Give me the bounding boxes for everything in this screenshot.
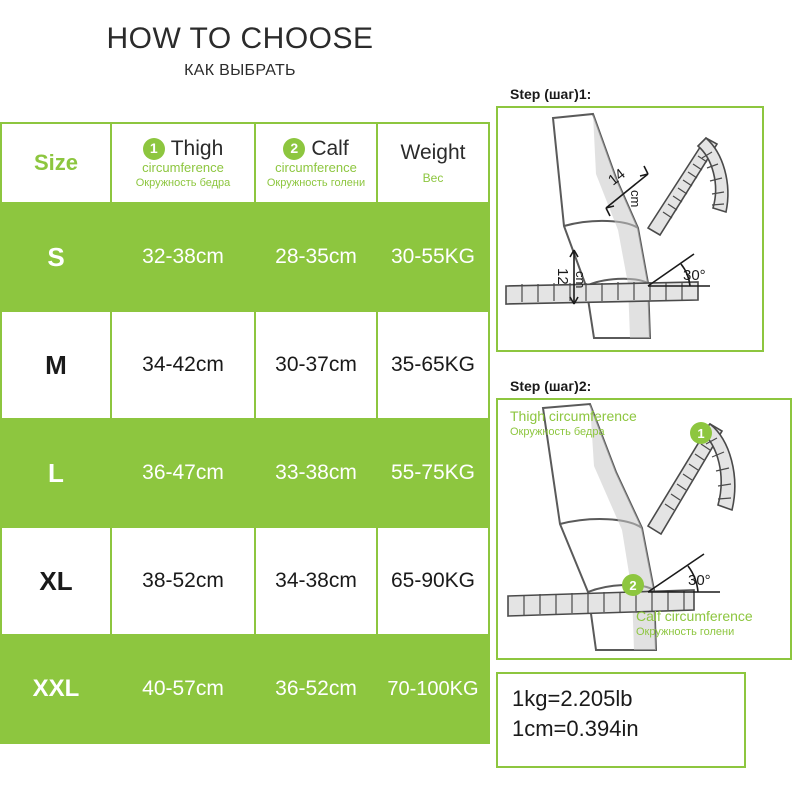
header-thigh [111,123,255,203]
thigh-badge-icon: 1 [143,138,165,160]
page-title [0,22,480,80]
step2-thigh-label-ru: Окружность бедра [510,426,605,438]
header-size-label: Size [33,149,79,175]
cell-calf: 30-37cm [275,353,357,376]
leg-measurement-diagram-1 [498,108,762,350]
cell-weight: 55-75KG [390,461,476,484]
step1-label: Step (шаг)1: [510,86,592,102]
header-calf-ru: Окружность голени [266,176,366,189]
step1-illustration-panel [496,106,764,352]
cell-thigh: 38-52cm [142,569,224,592]
step2-angle-label: 30° [688,572,711,589]
calf-badge-icon: 2 [283,138,305,160]
table-header-row [1,123,489,203]
cell-weight: 30-55KG [390,245,476,268]
row-weight [377,311,489,419]
step2-label: Step (шаг)2: [510,378,592,394]
step2-calf-label-en: Calf circumference [636,608,753,624]
header-weight [377,123,489,203]
row-calf [255,311,377,419]
row-size [1,527,111,635]
table-row [1,419,489,527]
step2-thigh-label-en: Thigh circumference [510,408,637,424]
header-thigh-ru: Окружность бедра [135,176,231,189]
table-row [1,203,489,311]
header-calf [255,123,377,203]
step2-calf-badge-icon: 2 [622,574,644,596]
cell-thigh: 34-42cm [142,353,224,376]
row-weight [377,203,489,311]
cell-calf: 36-52cm [275,677,357,700]
row-size [1,635,111,743]
cell-weight: 35-65KG [390,353,476,376]
cell-thigh: 36-47cm [142,461,224,484]
row-size [1,311,111,419]
cell-size: L [48,457,64,488]
table-row [1,527,489,635]
cell-size: XL [39,565,73,596]
row-weight [377,419,489,527]
title-sub: КАК ВЫБРАТЬ [184,62,296,79]
cell-calf: 28-35cm [275,245,357,268]
step1-angle-label: 30° [683,267,706,284]
cell-weight: 70-100KG [387,677,479,700]
header-thigh-en2: circumference [142,160,224,176]
row-size [1,203,111,311]
step1-calf-measure: 12 [554,268,571,285]
row-calf [255,527,377,635]
step1-thigh-measure: 14 [604,165,629,190]
row-size [1,419,111,527]
cell-calf: 33-38cm [275,461,357,484]
table-row [1,311,489,419]
conversion-line-weight: 1kg=2.205lb [512,686,633,711]
header-weight-ru: Вес [422,171,444,186]
header-weight-en: Weight [400,140,466,164]
size-chart-table [0,122,490,744]
row-thigh [111,203,255,311]
header-calf-en: Calf [311,136,349,160]
step1-thigh-unit: cm [628,190,643,208]
cell-thigh: 40-57cm [142,677,224,700]
header-size [1,123,111,203]
step1-calf-unit: cm [573,271,588,289]
cell-size: M [45,349,67,380]
header-calf-en2: circumference [275,160,357,176]
conversion-line-length: 1cm=0.394in [512,716,639,741]
row-calf [255,635,377,743]
row-weight [377,635,489,743]
conversion-panel [496,672,746,768]
cell-thigh: 32-38cm [142,245,224,268]
table-row [1,635,489,743]
row-calf [255,203,377,311]
cell-size: XXL [32,675,80,702]
row-weight [377,527,489,635]
cell-weight: 65-90KG [390,569,476,592]
step2-calf-label-ru: Окружность голени [636,626,735,638]
cell-calf: 34-38cm [275,569,357,592]
step2-illustration-panel [496,398,792,660]
step2-thigh-badge-icon: 1 [690,422,712,444]
row-thigh [111,635,255,743]
row-thigh [111,419,255,527]
header-thigh-en: Thigh [170,136,224,160]
row-thigh [111,311,255,419]
cell-size: S [47,241,65,272]
title-main: HOW TO CHOOSE [106,22,374,55]
row-calf [255,419,377,527]
row-thigh [111,527,255,635]
